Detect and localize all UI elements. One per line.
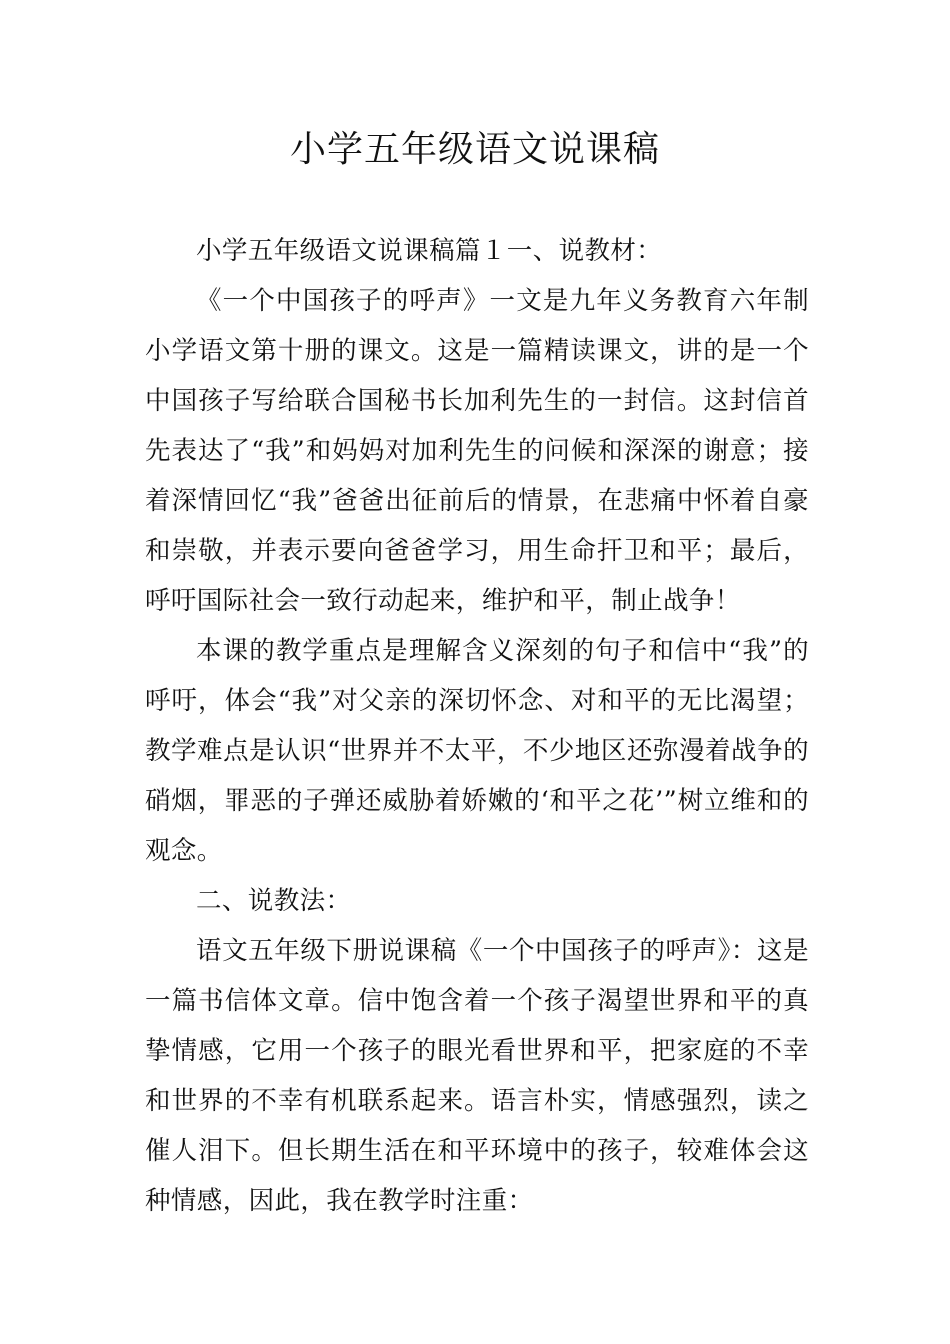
section-heading-teaching-method: 二、说教法： [196,886,352,916]
paragraph-intro: 小学五年级语文说课稿篇１一、说教材： [196,236,663,266]
document-title: 小学五年级语文说课稿 [289,129,660,170]
paragraph-textbook: 《一个中国孩子的呼声》一文是九年义务教育六年制小学语文第十册的课文。这是一篇精读课文，讲的是一个中国孩子写给联合国秘书长加利先生的一封信。这封信首先表达了“我”和妈妈对加利先生的问候和深深的谢意；接着深情回忆“我”爸爸出征前后的情景，在悲痛中怀着自豪和崇敬，并表示要向爸爸学习，用生命扞卫和平；最后，呼吁国际社会一致行动起来，维护和平，制止战争！ [145,286,809,616]
paragraph-key-points: 本课的教学重点是理解含义深刻的句子和信中“我”的呼吁，体会“我”对父亲的深切怀念、对和平的无比渴望；教学难点是认识“世界并不太平，不少地区还弥漫着战争的硝烟，罪恶的子弹还威胁着娇嫩的‘和平之花’”树立维和的观念。 [145,636,809,866]
paragraph-teaching-method: 语文五年级下册说课稿《一个中国孩子的呼声》：这是一篇书信体文章。信中饱含着一个孩子渴望世界和平的真挚情感，它用一个孩子的眼光看世界和平，把家庭的不幸和世界的不幸有机联系起来。语言朴实，情感强烈，读之催人泪下。但长期生活在和平环境中的孩子，较难体会这种情感，因此，我在教学时注重： [145,936,809,1216]
document-body [145,226,809,1226]
